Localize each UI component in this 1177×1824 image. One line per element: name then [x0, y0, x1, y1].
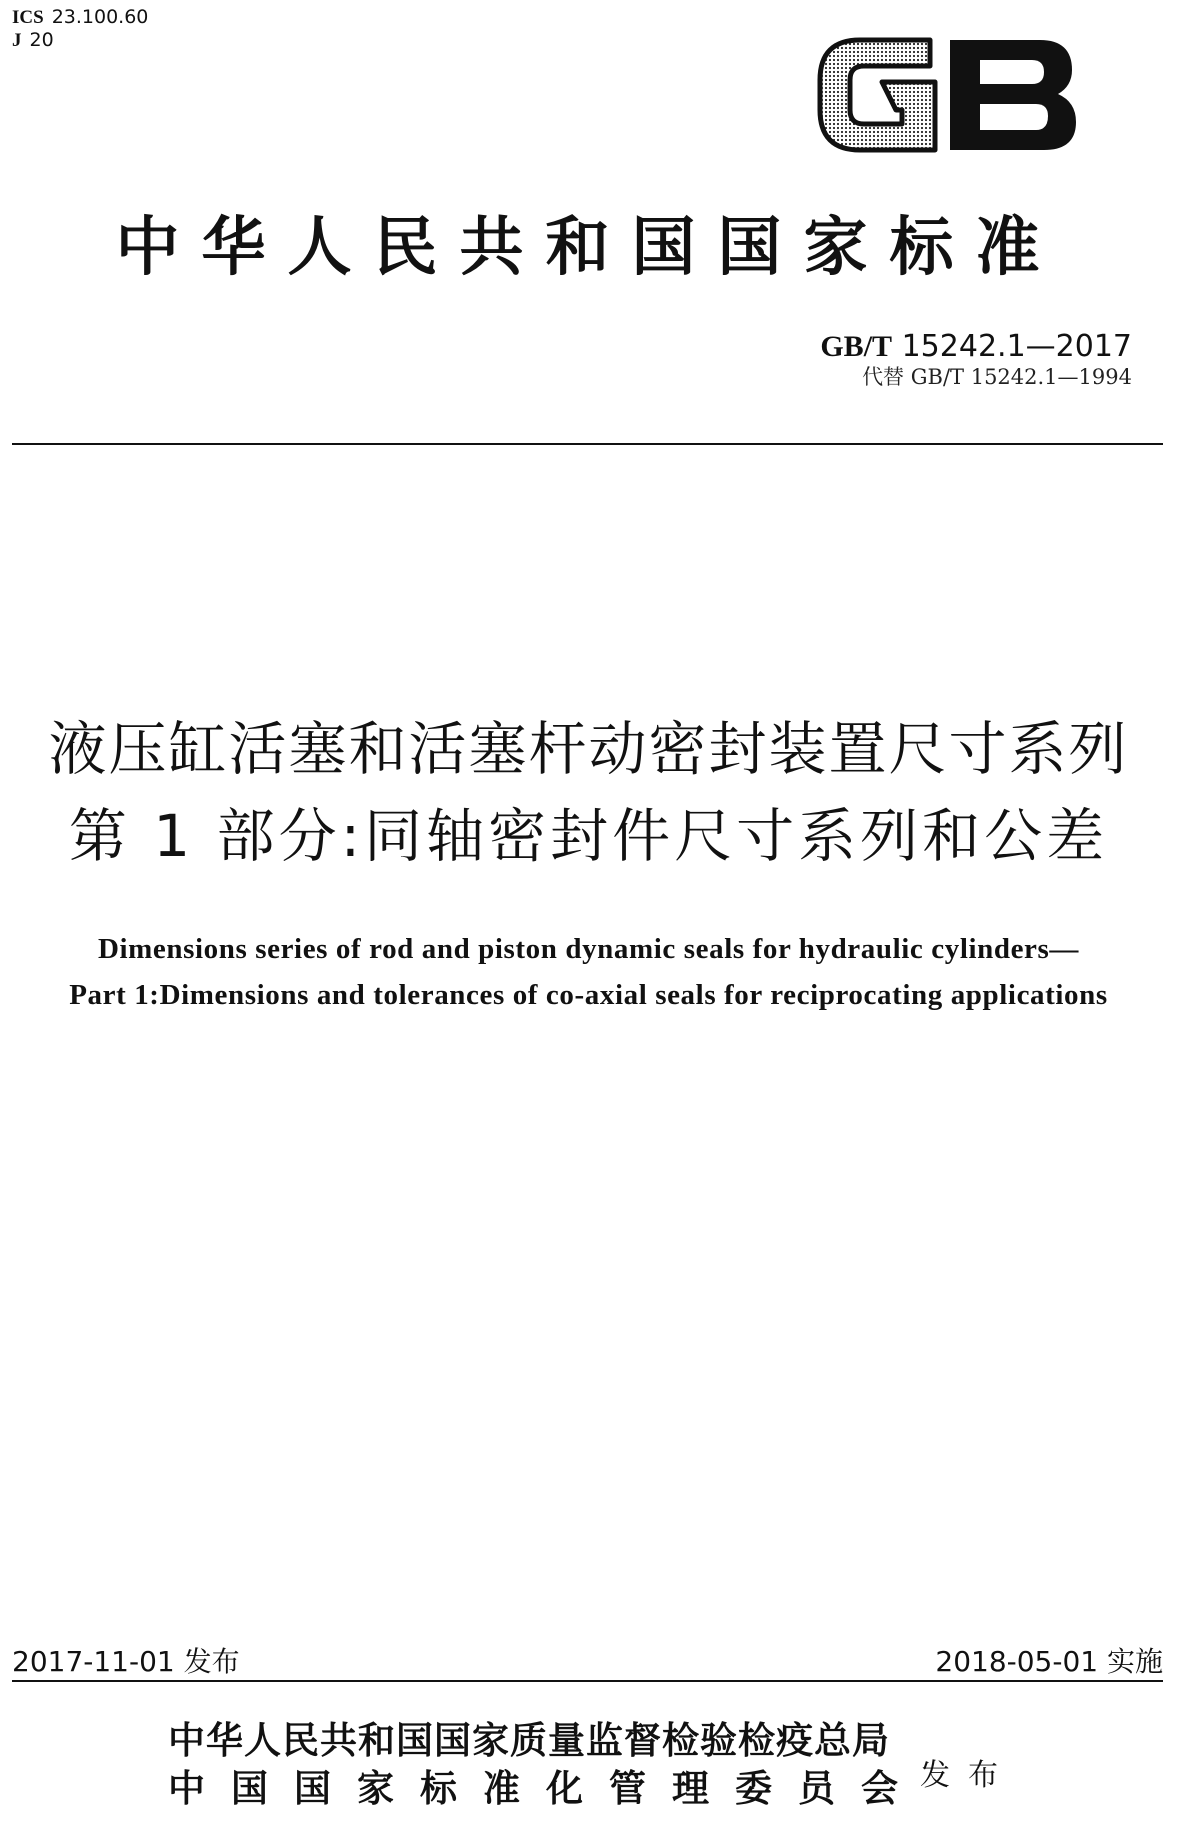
- title-cn-line2: 第 1 部分:同轴密封件尺寸系列和公差: [68, 802, 1109, 870]
- replaces-standard: 代替 GB/T 15242.1—1994: [862, 365, 1132, 389]
- title-cn-line1: 液压缸活塞和活塞杆动密封装置尺寸系列: [48, 715, 1129, 783]
- national-standard-heading: 中华人民共和国国家标准: [115, 211, 1062, 285]
- publishers: [168, 1716, 924, 1812]
- ics-code: ICS 23.100.60: [12, 6, 149, 28]
- header-divider: [12, 443, 1163, 445]
- classification-codes: [12, 6, 148, 52]
- standard-number-block: [820, 330, 1132, 390]
- publisher-sac: 中国国家标准化管理委员会: [168, 1766, 924, 1810]
- implementation-date: 2018-05-01 实施: [935, 1645, 1163, 1678]
- publisher-aqsiq: 中华人民共和国国家质量监督检验检疫总局: [168, 1718, 890, 1762]
- ccs-code: J 20: [12, 29, 54, 51]
- title-en-line2: Part 1:Dimensions and tolerances of co-axial seals for reciprocating applications: [69, 979, 1108, 1011]
- title-en-line1: Dimensions series of rod and piston dynamic seals for hydraulic cylinders—: [97, 933, 1080, 965]
- gb-logo: [800, 18, 1090, 168]
- footer-divider: [12, 1680, 1163, 1682]
- standard-number: GB/T 15242.1—2017: [820, 329, 1132, 364]
- issue-date: 2017-11-01 发布: [12, 1645, 240, 1678]
- publish-label: 发布: [920, 1758, 1016, 1793]
